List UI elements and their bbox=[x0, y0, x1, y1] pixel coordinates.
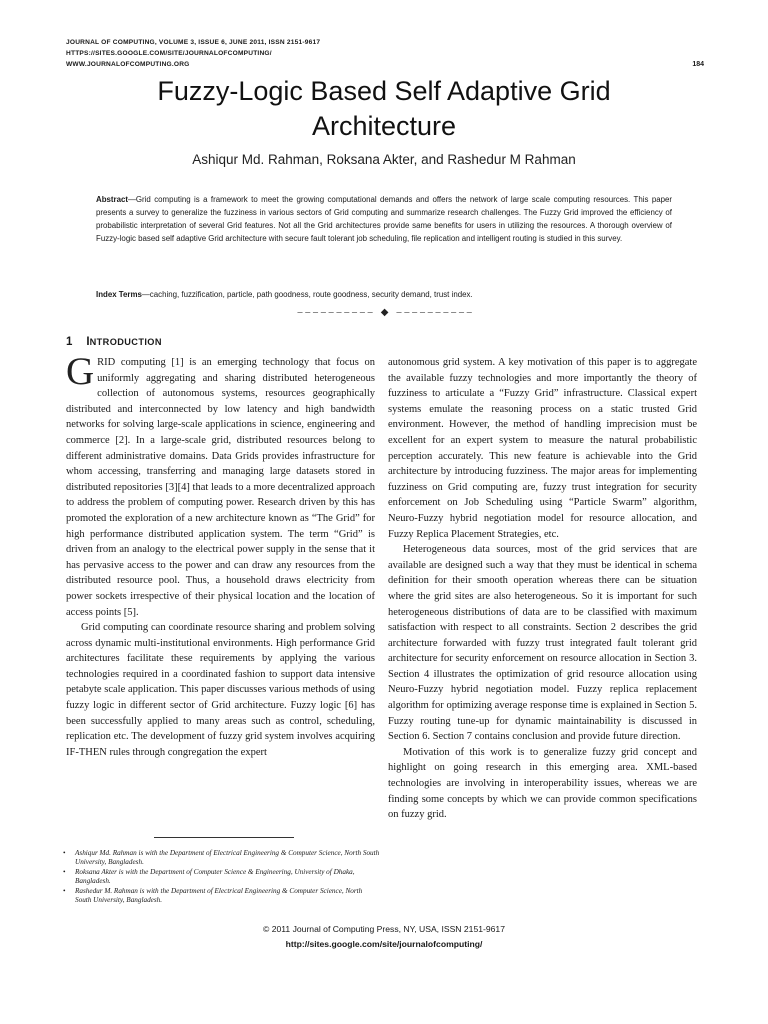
footnote-text: Roksana Akter is with the Department of Computer Science & Engineering, University of Dhaka, Bangladesh. bbox=[75, 867, 355, 886]
index-terms-dash: — bbox=[141, 290, 150, 299]
footnote-rule bbox=[154, 837, 294, 838]
footnote-text: Ashiqur Md. Rahman is with the Department of Electrical Engineering & Computer Science, North South University, Bangladesh. bbox=[75, 849, 380, 867]
title-line-2: Architecture bbox=[311, 111, 457, 141]
section-heading bbox=[66, 336, 162, 348]
bullet: • bbox=[63, 867, 66, 876]
section-title-rest: NTRODUCTION bbox=[89, 337, 162, 347]
section-number: 1 bbox=[66, 336, 73, 348]
journal-header-line: JOURNAL OF COMPUTING, VOLUME 3, ISSUE 6, JUNE 2011, ISSN 2151-9617 bbox=[66, 39, 321, 46]
abstract-text: Grid computing is a framework to meet the growing computational demands and offers the network of large scale computing resources. This paper presents a survey to generalize the fuzziness in various sectors of Grid computing and summarize research challenges. The Fuzzy Grid improved the efficiency of probabilistic interpretation of several Grid features. Not all the Grid architectures provide same benefits for users in utilizing the resources. A thorough overview of Fuzzy-logic based self adaptive Grid architecture with secure fault tolerant job scheduling, file replication and intelligent routing is studied in this survey. bbox=[96, 195, 672, 243]
index-terms bbox=[96, 288, 672, 301]
bullet: • bbox=[63, 849, 66, 857]
index-terms-text: caching, fuzzification, particle, path goodness, route goodness, security demand, trust index. bbox=[149, 290, 473, 299]
page-number: 184 bbox=[692, 61, 704, 68]
drop-cap: G bbox=[66, 350, 95, 393]
author-list: Ashiqur Md. Rahman, Roksana Akter, and Rashedur M Rahman bbox=[192, 152, 576, 167]
section-divider: –––––––––– ◆ –––––––––– bbox=[297, 307, 475, 318]
paragraph: Motivation of this work is to generalize fuzzy grid concept and highlight on going research in this emerging area. XML-based technologies are involving in interoperability issues, whereas we are finding some concepts by which we can provide common specifications on fuzzy grid. bbox=[388, 746, 697, 821]
left-column bbox=[66, 350, 375, 760]
paragraph-text: RID computing [1] is an emerging technology that focus on uniformly aggregating and sharing distributed heterogeneous collection of autonomous systems, resources geographically distributed and interconnected by low latency and high bandwidth networks for solving large-scale applications in science, engineering and commerce [2]. In a large-scale grid, distributed resources belong to different administrative domains. Data Grids provides infrastructure for whom accessing, transferring and managing large datasets stored in distributed repositories [3][4] that leads to a more decentralized approach to address the problem of computing power. Research driven by this has promoted the exploration of a new architecture known as “The Grid” for high performance distributed application system. The term “Grid” is driven from an analogy to the electrical power supply in the sense that it has pervasive access to the power and can draw any resources from the distributed resource pool. Thus, a household draws electricity from power sockets irrespective of their physical location and the location of access points [5]. bbox=[66, 357, 375, 618]
footnote-text: Rashedur M. Rahman is with the Department of Electrical Engineering & Computer Science, North South University, Bangladesh. bbox=[75, 886, 363, 905]
journal-url-line: HTTPS://SITES.GOOGLE.COM/SITE/JOURNALOFCOMPUTING/ bbox=[66, 50, 272, 57]
footnote bbox=[62, 849, 380, 868]
abstract-label: Abstract bbox=[96, 195, 129, 204]
paragraph: autonomous grid system. A key motivation of this paper is to aggregate the available fuzzy technologies and more importantly the theory of fuzziness to articulate a “Fuzzy Grid” infrastructure. Classical expert systems emulate the reasoning process on a static trusted Grid environment. However, the method of handling imprecision must be excellent for an expert system to measure the natural probabilistic perception accurately. This new feature is achievable into the Grid architecture by introducing fuzziness. The major areas for implementing fuzziness on Grid computing are, fuzzy trust integration for security enforcement on Job Scheduling using “Particle Swarm” algorithm, Neuro-Fuzzy hybrid negotiation model for resource allocation, and Fuzzy Replica Placement Strategies, etc. bbox=[388, 357, 697, 540]
footer-copyright: © 2011 Journal of Computing Press, NY, USA, ISSN 2151-9617 bbox=[263, 924, 505, 934]
right-column bbox=[388, 355, 697, 823]
footnote bbox=[62, 887, 380, 906]
abstract-dash: — bbox=[128, 195, 136, 204]
footnote bbox=[62, 868, 380, 887]
title-line-1: Fuzzy-Logic Based Self Adaptive Grid bbox=[157, 76, 611, 106]
paragraph bbox=[66, 350, 375, 620]
index-terms-label: Index Terms bbox=[96, 290, 142, 299]
abstract bbox=[96, 193, 672, 245]
footer-url: http://sites.google.com/site/journalofcomputing/ bbox=[285, 939, 483, 949]
section-title-initial: I bbox=[86, 336, 90, 348]
paragraph: Grid computing can coordinate resource sharing and problem solving across dynamic multi-institutional environments. High performance Grid architectures facilitate these requirements by applying the various technologies required in a coordinated fashion to support data intensive petabyte scale application. This paper discusses various methods of using fuzzy logic in different sector of Grid architecture. Fuzzy logic [6] has been successfully applied to many areas such as control, scheduling, replication etc. The development of fuzzy grid system involves acquiring IF-THEN rules through congregation the expert bbox=[66, 622, 375, 758]
journal-website-line: WWW.JOURNALOFCOMPUTING.ORG bbox=[66, 61, 190, 68]
paragraph: Heterogeneous data sources, most of the grid services that are available are designed such a way that they must be identical in schema definition for their smooth operation whereas there can be situation where the grid sites are also heterogeneous. So it is important for such heterogeneous distributions of data are to be classified with maximum satisfaction with respect to all constraints. Section 2 describes the grid architecture forwarded with fuzzy trust integrated fault tolerant grid architecture for security enforcement on resource allocation in Section 3. Section 4 illustrates the optimization of grid resource allocation using Neuro-Fuzzy hybrid negotiation model. Fuzzy replica replacement algorithm for optimizing average response time is explained in Section 5. Fuzzy routing tune-up for dynamic maintainability is discussed in Section 6. Section 7 contains conclusion and provide future direction. bbox=[388, 544, 697, 743]
paper-title bbox=[60, 74, 708, 144]
bullet: • bbox=[63, 886, 66, 895]
footnotes bbox=[62, 849, 380, 905]
